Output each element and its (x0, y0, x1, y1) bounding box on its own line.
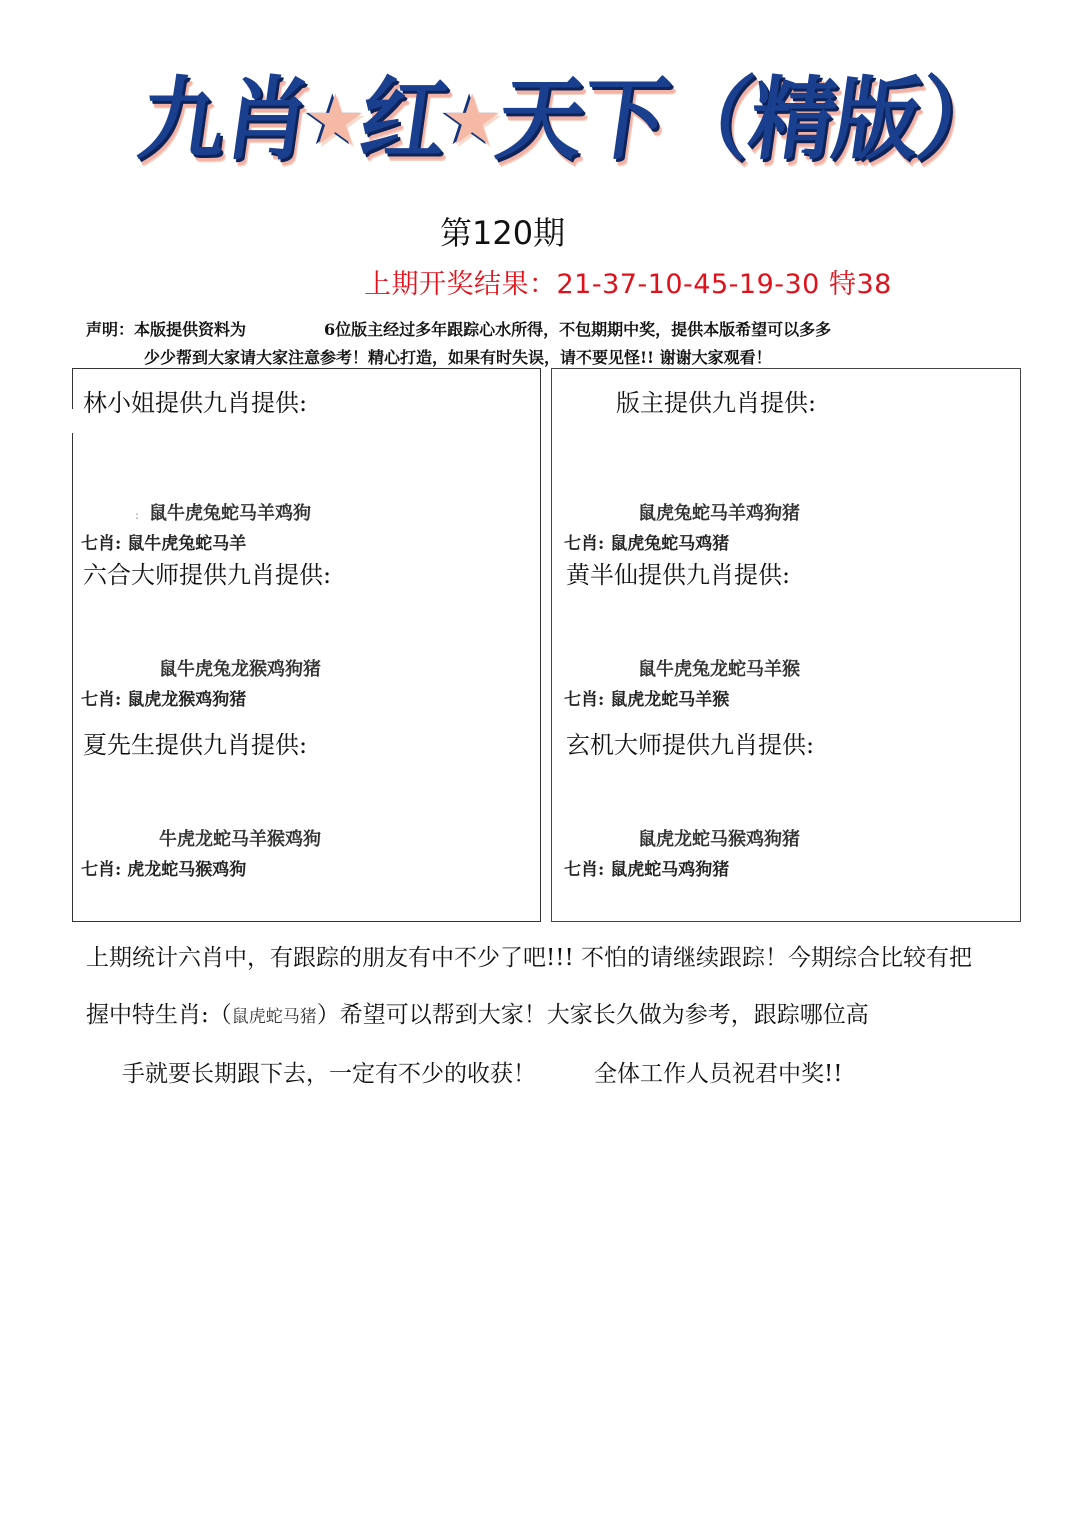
title-char: 下 (574, 67, 673, 173)
title-char: 肖 (216, 67, 316, 173)
title-char: 版 (826, 67, 925, 173)
seven-zodiac-list: 七肖: 鼠牛虎兔蛇马羊 (81, 534, 247, 554)
last-result-special: 特38 (828, 269, 892, 300)
seven-zodiac-list: 七肖: 鼠虎蛇马鸡狗猪 (564, 860, 730, 880)
left-predictions-panel (72, 368, 541, 922)
entry-heading: 版主提供九肖提供: (616, 389, 817, 417)
title-char: 精 (742, 67, 841, 173)
nine-zodiac-list: 鼠牛虎兔龙蛇马羊猴 (638, 659, 800, 680)
closing-wish: 全体工作人员祝君中奖!! (594, 1061, 843, 1087)
entry-heading: 六合大师提供九肖提供: (83, 561, 332, 589)
star-icon: ★ (304, 79, 365, 161)
nine-zodiac-list: : 鼠牛虎兔蛇马羊鸡狗 (135, 503, 312, 524)
title-char: 红 (353, 67, 453, 173)
title-char: （ (658, 67, 757, 173)
entry-heading: 林小姐提供九肖提供: (83, 389, 308, 417)
nine-zodiac-list: 牛虎龙蛇马羊猴鸡狗 (159, 829, 321, 850)
seven-zodiac-list: 七肖: 鼠虎龙猴鸡狗猪 (81, 690, 247, 710)
disclaimer (86, 316, 986, 372)
issue-number: 第120期 (440, 214, 566, 252)
right-predictions-panel (551, 368, 1021, 922)
nine-zodiac-list: 鼠牛虎兔龙猴鸡狗猪 (159, 659, 321, 680)
last-draw-result (364, 262, 892, 301)
entry-heading: 夏先生提供九肖提供: (83, 731, 308, 759)
seven-zodiac-list: 七肖: 鼠虎龙蛇马羊猴 (564, 690, 730, 710)
summary-text (86, 930, 986, 1103)
nine-zodiac-list: 鼠虎兔蛇马羊鸡狗猪 (638, 503, 800, 524)
disclaimer-line2: 少少帮到大家请大家注意参考！精心打造，如果有时失误，请不要见怪!! 谢谢大家观看！ (144, 348, 772, 367)
last-result-numbers: 21-37-10-45-19-30 (556, 269, 820, 300)
summary-line1: 上期统计六肖中，有跟踪的朋友有中不少了吧!!! 不怕的请继续跟踪！今期综合比较有把 (86, 945, 973, 971)
summary-line2: 握中特生肖:（鼠虎蛇马猪）希望可以帮到大家！大家长久做为参考，跟踪哪位高 (86, 1002, 869, 1028)
last-result-label: 上期开奖结果： (364, 269, 557, 300)
nine-zodiac-list: 鼠虎龙蛇马猴鸡狗猪 (638, 829, 800, 850)
entry-heading: 黄半仙提供九肖提供: (566, 561, 791, 589)
disclaimer-line1-a: 声明：本版提供资料为 (86, 320, 247, 339)
page-title (132, 60, 1009, 180)
seven-zodiac-list: 七肖: 虎龙蛇马猴鸡狗 (81, 860, 247, 880)
title-char: 天 (490, 67, 589, 173)
special-pick: 鼠虎蛇马猪 (231, 1007, 317, 1027)
entry-heading: 玄机大师提供九肖提供: (566, 731, 815, 759)
seven-zodiac-list: 七肖: 鼠虎兔蛇马鸡猪 (564, 534, 730, 554)
summary-line3: 手就要长期跟下去，一定有不少的收获！ 全体工作人员祝君中奖!! (122, 1061, 843, 1087)
disclaimer-line1-b: 6位版主经过多年跟踪心水所得，不包期期中奖，提供本版希望可以多多 (324, 320, 832, 339)
title-char: 九 (132, 67, 232, 173)
title-char: ） (910, 67, 1009, 173)
star-icon: ★ (440, 79, 502, 161)
